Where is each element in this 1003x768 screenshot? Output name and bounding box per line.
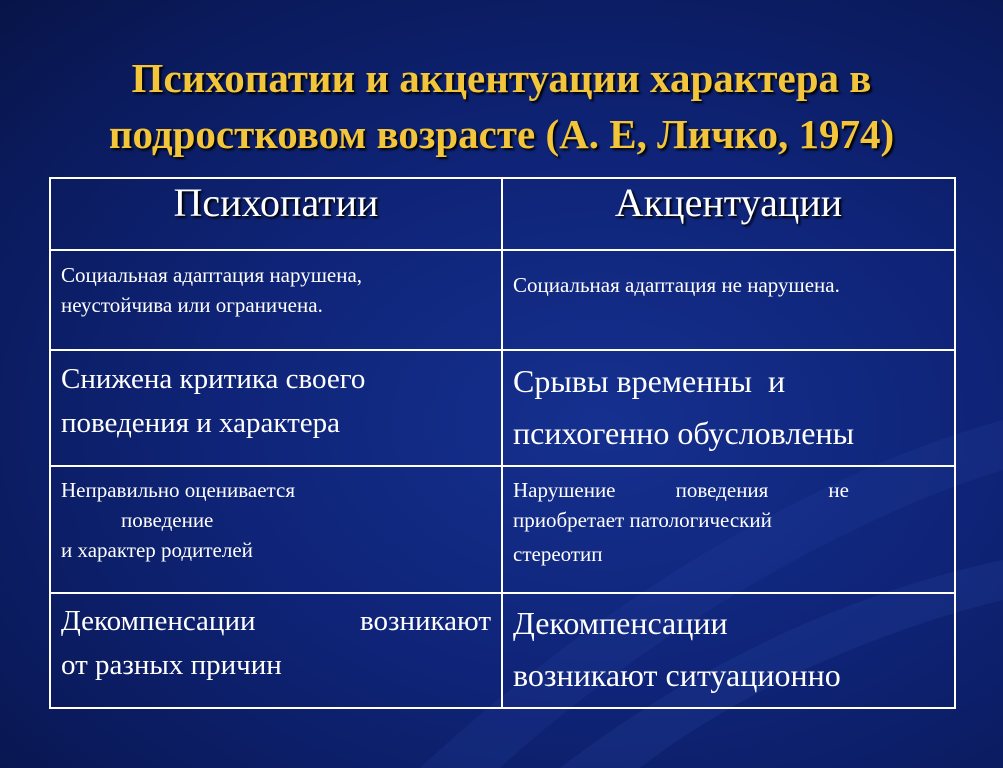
cell-text-line: приобретает патологический: [513, 508, 772, 532]
cell-text-line: возникают ситуационно: [513, 657, 841, 693]
cell-row3-accentuation: [502, 466, 955, 593]
cell-text-line: Неправильно оценивается: [61, 478, 295, 502]
cell-text-line: неустойчива или ограничена.: [61, 293, 323, 317]
cell-text-line: и характер родителей: [61, 538, 253, 562]
cell-row2-psychopathy: [50, 350, 502, 466]
cell-text-line: Декомпенсации возникают: [61, 605, 491, 637]
table-row: [50, 466, 955, 593]
cell-text-line: поведения и характера: [61, 407, 341, 439]
table-row: [50, 350, 955, 466]
cell-text-line: Социальная адаптация нарушена,: [61, 263, 363, 287]
cell-row1-psychopathy: [50, 250, 502, 350]
cell-row3-psychopathy: [50, 466, 502, 593]
cell-text-line: поведение: [121, 508, 214, 532]
cell-text-line: от разных причин: [61, 649, 282, 681]
slide-title-line-2: подростковом возрасте (А. Е, Личко, 1974): [108, 111, 895, 157]
cell-text-line: Срывы временны и: [513, 363, 786, 399]
cell-row2-accentuation: [502, 350, 955, 466]
header-accentuation: Акцентуации: [502, 178, 955, 250]
table-header-row: [50, 178, 955, 250]
cell-text-line: Снижена критика своего: [61, 363, 366, 395]
cell-text-line: Нарушение поведения не: [513, 478, 849, 502]
slide-title: [0, 50, 1003, 162]
table-row: [50, 593, 955, 708]
cell-row4-accentuation: [502, 593, 955, 708]
cell-text-line: Декомпенсации: [513, 605, 728, 641]
cell-text-line: стереотип: [513, 542, 603, 566]
cell-text-line: психогенно обусловлены: [513, 415, 855, 451]
header-psychopathy: Психопатии: [50, 178, 502, 250]
cell-row1-accentuation: [502, 250, 955, 350]
table-row: [50, 250, 955, 350]
cell-text-line: Социальная адаптация не нарушена.: [513, 273, 840, 297]
comparison-table: [49, 177, 956, 709]
slide-title-line-1: Психопатии и акцентуации характера в: [131, 55, 872, 101]
cell-row4-psychopathy: [50, 593, 502, 708]
